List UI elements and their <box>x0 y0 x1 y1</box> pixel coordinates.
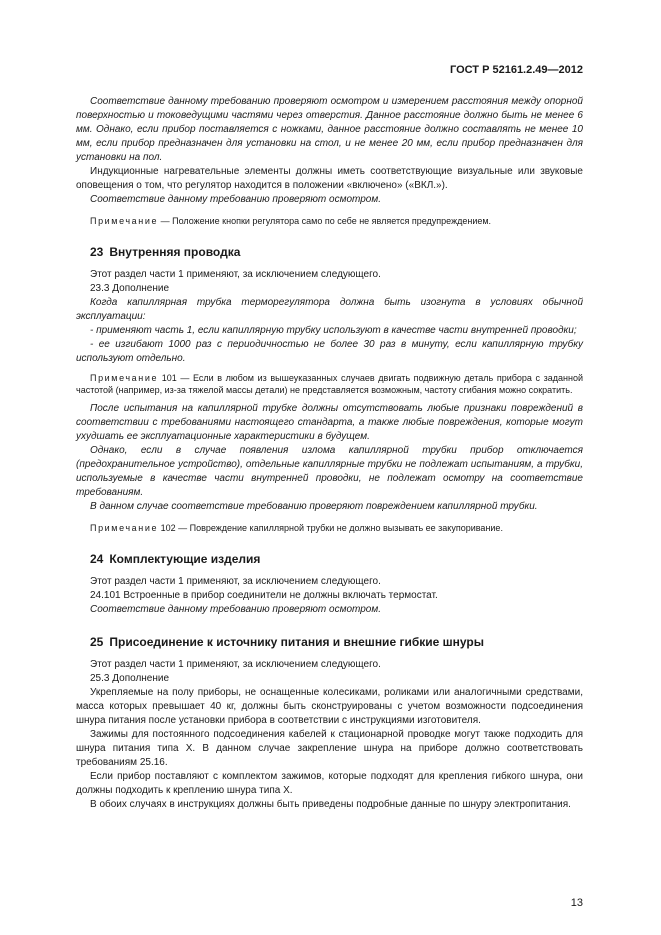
paragraph-s25-terminal-set: Если прибор поставляют с комплектом зажимов, которые подходят для крепления гибкого шнура, они должны подходить к креплению шнура типа X. <box>76 771 583 796</box>
note-regulator-button <box>76 215 583 227</box>
note-text: 101 — Если в любом из вышеуказанных случаев двигать подвижную деталь прибора с заданной частотой (например, из-за тяжелой массы детали) не представляется возможным, частоту сгибания можно сократить. <box>76 373 583 395</box>
paragraph-s23-after-test: После испытания на капиллярной трубке должны отсутствовать любые признаки повреждений в соответствии с требованиями настоящего стандарта, а также любые повреждения, которые могут ухудшать ее эксплуатационные характеристики в будущем. <box>76 403 583 442</box>
paragraph-s24-intro: Этот раздел части 1 применяют, за исключением следующего. <box>90 576 381 587</box>
page-number: 13 <box>570 897 583 909</box>
paragraph-s24-compliance: Соответствие данному требованию проверяют осмотром. <box>90 604 381 615</box>
paragraph-induction-elements: Индукционные нагревательные элементы должны иметь соответствующие визуальные или звуковые оповещения о том, что регулятор находится в положении «включено» («ВКЛ.»). <box>76 166 583 191</box>
paragraph-s23-item1: - применяют часть 1, если капиллярную трубку используют в качестве части внутренней проводки; <box>90 325 577 336</box>
page-content <box>76 95 583 812</box>
paragraph-s25-intro: Этот раздел части 1 применяют, за исключением следующего. <box>90 659 381 670</box>
paragraph-compliance-inspection: Соответствие данному требованию проверяют осмотром. <box>90 194 381 205</box>
note-101 <box>76 372 583 396</box>
paragraph-s25-clause: 25.3 Дополнение <box>90 673 170 684</box>
section-number: 24 <box>90 552 104 566</box>
note-102 <box>76 522 583 534</box>
document-id-header: ГОСТ Р 52161.2.49—2012 <box>449 64 583 76</box>
paragraph-s25-floor-appliances: Укрепляемые на полу приборы, не оснащенные колесиками, роликами или аналогичными средствами, масса которых превышает 40 кг, должны быть сконструированы с учетом возможности подсоединения шнура питания после установки прибора в соответствии с инструкциями изготовителя. <box>76 687 583 726</box>
note-text: 102 — Повреждение капиллярной трубки не должно вызывать ее закупоривание. <box>158 523 503 533</box>
paragraph-compliance-distance: Соответствие данному требованию проверяют осмотром и измерением расстояния между опорной поверхностью и токоведущими частями через отверстия. Данное расстояние должно быть не менее 6 мм. Однако, если прибор поставляется с ножками, данное расстояние должно составлять не менее 10 мм, если прибор предназначен для установки на стол, и не менее 20 мм, если прибор предназначен для установки на пол. <box>76 96 583 163</box>
paragraph-s23-compliance: В данном случае соответствие требованию проверяют повреждением капиллярной трубки. <box>90 501 538 512</box>
paragraph-s25-terminals: Зажимы для постоянного подсоединения кабелей к стационарной проводке могут также подходить для шнура питания типа X. В данном случае закрепление шнура на приборе должно соответствовать требованиям 25.16. <box>76 729 583 768</box>
note-label: Примечание <box>90 216 159 226</box>
note-label: Примечание <box>90 373 159 383</box>
section-heading-25 <box>76 634 583 650</box>
section-title: Присоединение к источнику питания и внешние гибкие шнуры <box>109 635 484 649</box>
paragraph-s24-clause: 24.101 Встроенные в прибор соединители не должны включать термостат. <box>90 590 438 601</box>
section-title: Внутренняя проводка <box>109 245 241 259</box>
paragraph-s23-however: Однако, если в случае появления излома капиллярной трубки прибор отключается (предохранительное устройство), отдельные капиллярные трубки не подлежат испытаниям, а трубки, используемые в качестве части внутренней проводки, не подлежат осмотру на соответствие требованиям. <box>76 445 583 498</box>
paragraph-s23-item2: - ее изгибают 1000 раз с периодичностью не более 30 раз в минуту, если капиллярную трубку используют отдельно. <box>76 339 583 364</box>
paragraph-s23-capillary: Когда капиллярная трубка терморегулятора должна быть изогнута в условиях обычной эксплуатации: <box>76 297 583 322</box>
section-heading-24 <box>76 551 583 567</box>
paragraph-s23-intro: Этот раздел части 1 применяют, за исключением следующего. <box>90 269 381 280</box>
note-label: Примечание <box>90 523 159 533</box>
section-heading-23 <box>76 244 583 260</box>
section-title: Комплектующие изделия <box>109 552 261 566</box>
note-text: — Положение кнопки регулятора само по себе не является предупреждением. <box>158 216 492 226</box>
paragraph-s23-clause: 23.3 Дополнение <box>90 283 170 294</box>
section-number: 23 <box>90 245 104 259</box>
section-number: 25 <box>90 635 104 649</box>
paragraph-s25-instructions: В обоих случаях в инструкциях должны быть приведены подробные данные по шнуру электропитания. <box>90 799 571 810</box>
